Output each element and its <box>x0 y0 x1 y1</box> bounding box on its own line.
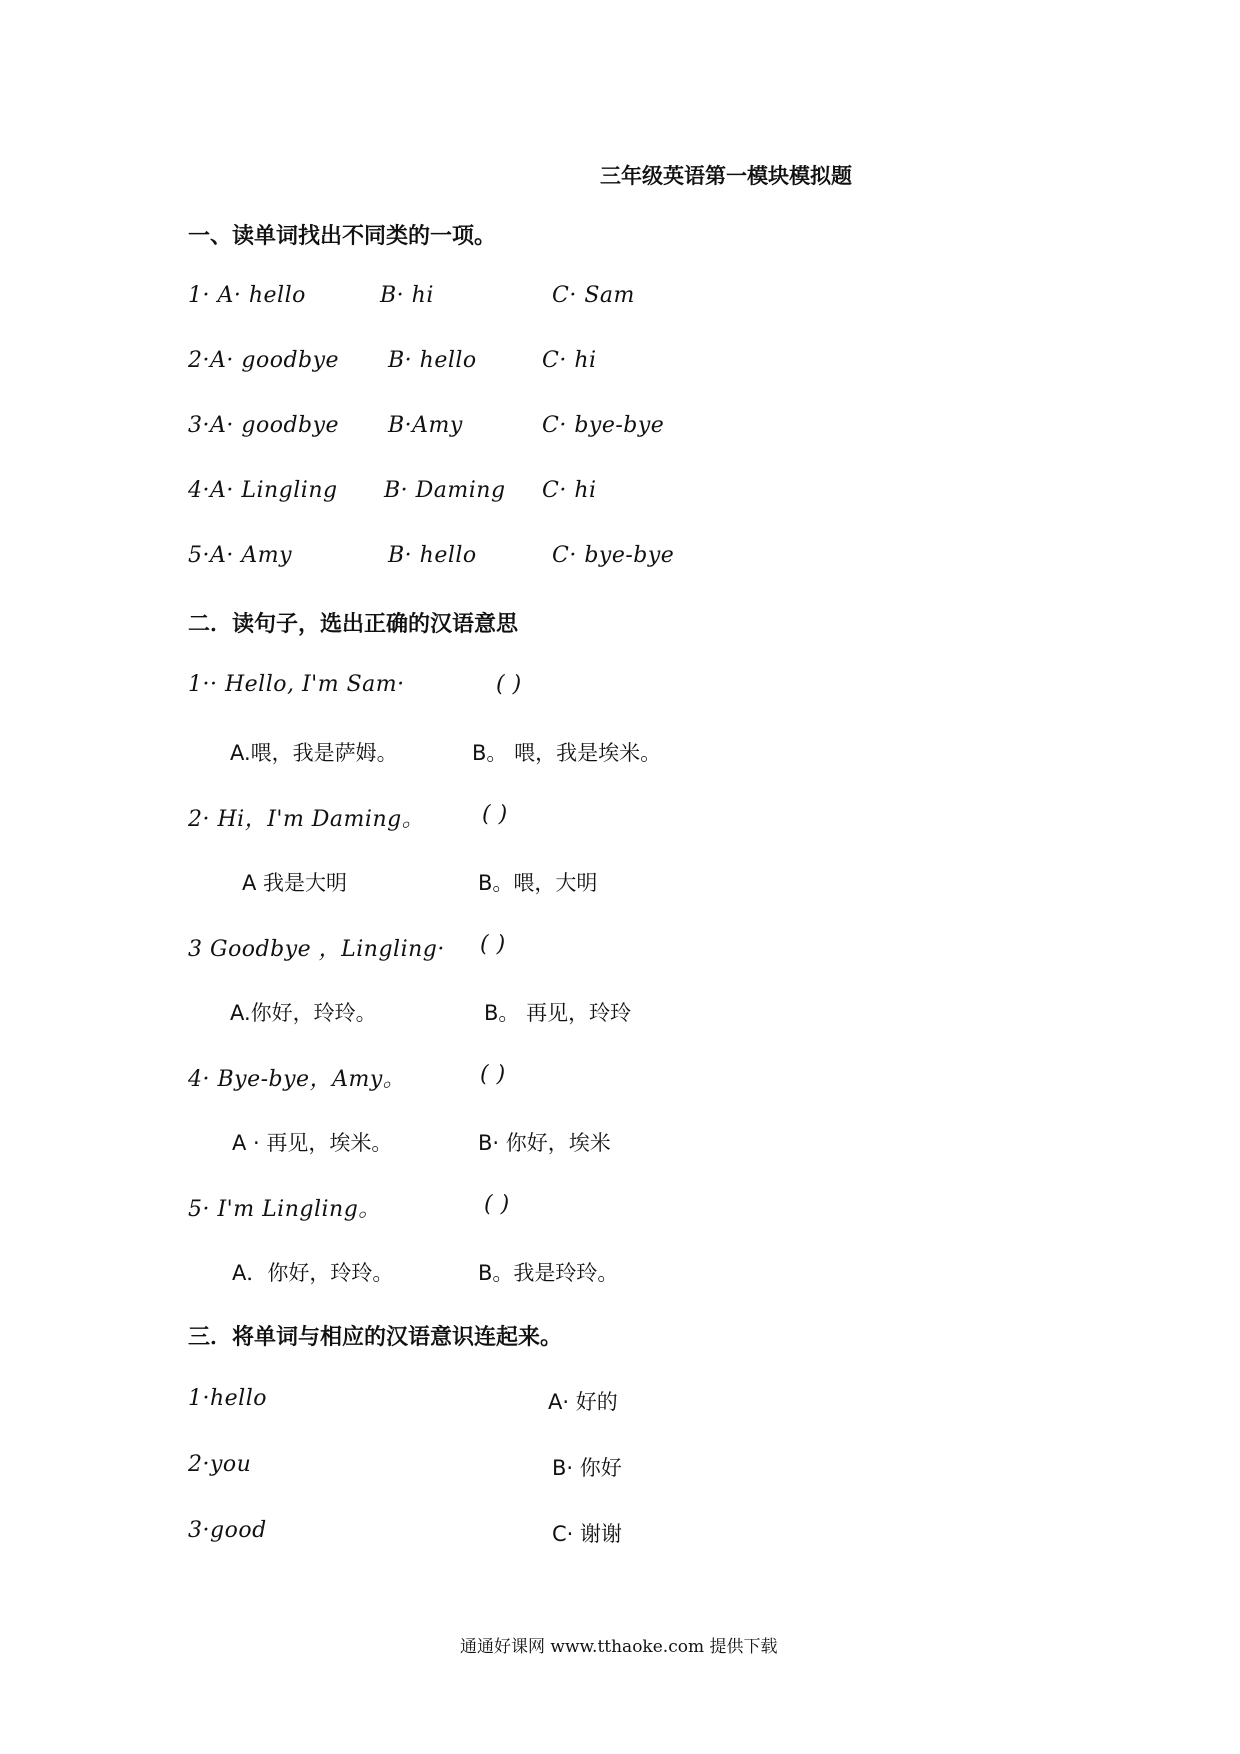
s2-q1-option-a: A.喂，我是萨姆。 <box>230 741 398 765</box>
s3-meaning-1: A· 好的 <box>548 1390 618 1414</box>
s1-row4-c: C· hi <box>542 478 597 503</box>
s2-q4-blank: ( ) <box>480 1062 506 1087</box>
page-title: 三年级英语第一模块模拟题 <box>600 164 852 188</box>
s2-q5: 5· I'm Lingling。 <box>188 1197 381 1222</box>
s3-meaning-3: C· 谢谢 <box>552 1522 623 1546</box>
s2-q5-blank: ( ) <box>484 1192 510 1217</box>
s2-q2-option-b: B。喂，大明 <box>478 871 598 895</box>
s3-word-1: 1·hello <box>188 1386 267 1411</box>
s2-q2-option-a: A 我是大明 <box>242 871 348 895</box>
s3-word-2: 2·you <box>188 1452 252 1477</box>
section1-heading: 一、读单词找出不同类的一项。 <box>188 224 497 249</box>
s2-q1-option-b: B。 喂，我是埃米。 <box>472 741 662 765</box>
s1-row2-a: 2·A· goodbye <box>188 348 340 373</box>
s1-row4-b: B· Daming <box>384 478 506 503</box>
s2-q4: 4· Bye-bye，Amy。 <box>188 1067 406 1092</box>
s2-q4-option-a: A · 再见，埃米。 <box>232 1131 393 1155</box>
s2-q3-blank: ( ) <box>480 932 506 957</box>
s2-q3-option-b: B。 再见，玲玲 <box>484 1001 632 1025</box>
s2-q4-option-b: B· 你好，埃米 <box>478 1131 611 1155</box>
s2-q2-blank: ( ) <box>482 802 508 827</box>
s2-q1: 1·· Hello, I'm Sam· <box>188 672 405 697</box>
s1-row4-a: 4·A· Lingling <box>188 478 338 503</box>
page-footer: 通通好课网 www.tthaoke.com 提供下载 <box>460 1637 778 1657</box>
s1-row5-c: C· bye-bye <box>552 543 675 568</box>
section2-heading: 二．读句子，选出正确的汉语意思 <box>188 612 519 637</box>
s2-q3: 3 Goodbye ，Lingling· <box>188 937 445 962</box>
s1-row1-a: 1· A· hello <box>188 283 306 308</box>
s2-q5-option-b: B。我是玲玲。 <box>478 1261 619 1285</box>
s3-word-3: 3·good <box>188 1518 267 1543</box>
s1-row3-c: C· bye-bye <box>542 413 665 438</box>
s2-q2: 2· Hi，I'm Daming。 <box>188 807 425 832</box>
s1-row5-b: B· hello <box>388 543 477 568</box>
s1-row2-c: C· hi <box>542 348 597 373</box>
s1-row1-c: C· Sam <box>552 283 635 308</box>
s2-q3-option-a: A.你好，玲玲。 <box>230 1001 377 1025</box>
s1-row3-b: B·Amy <box>388 413 463 438</box>
s2-q5-option-a: A．你好，玲玲。 <box>232 1261 394 1285</box>
s3-meaning-2: B· 你好 <box>552 1456 622 1480</box>
s1-row5-a: 5·A· Amy <box>188 543 293 568</box>
s1-row2-b: B· hello <box>388 348 477 373</box>
s2-q1-blank: ( ) <box>496 672 522 697</box>
s1-row1-b: B· hi <box>380 283 434 308</box>
section3-heading: 三．将单词与相应的汉语意识连起来。 <box>188 1325 563 1350</box>
s1-row3-a: 3·A· goodbye <box>188 413 340 438</box>
